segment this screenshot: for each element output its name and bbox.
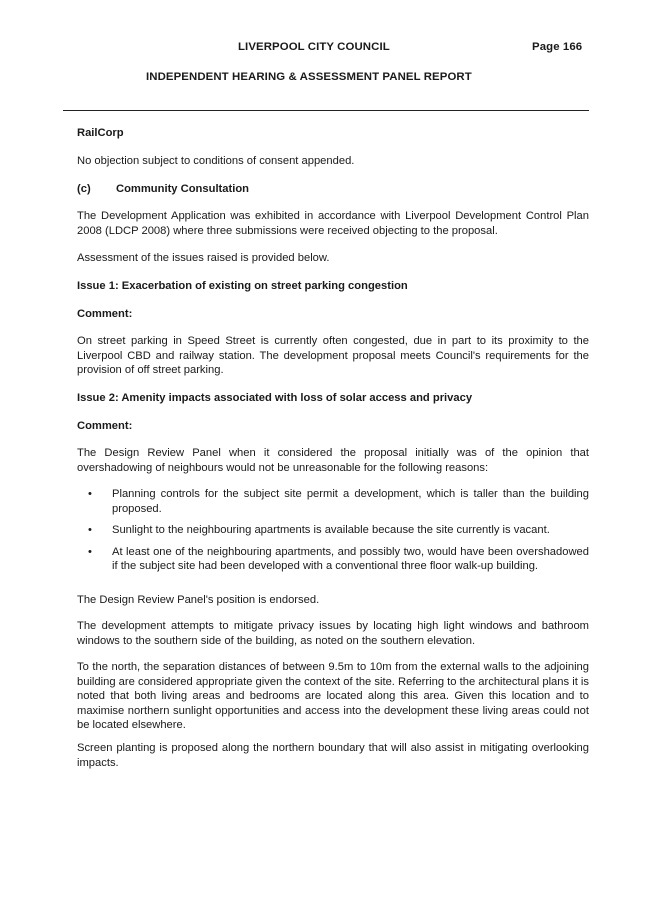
list-item-text: Planning controls for the subject site permit a development, which is taller than the building proposed. (112, 488, 589, 515)
railcorp-text: No objection subject to conditions of consent appended. (77, 155, 355, 167)
issue1-comment-label: Comment: (77, 308, 133, 320)
list-item (77, 523, 589, 538)
list-item (77, 487, 589, 516)
issue1-comment: On street parking in Speed Street is currently often congested, due in part to its proximity to the Liverpool CBD and railway station. The development proposal meets Council's requirements for the provision of off street parking. (77, 335, 589, 377)
issue1-heading: Issue 1: Exacerbation of existing on street parking congestion (77, 280, 408, 292)
list-item-text: At least one of the neighbouring apartments, and possibly two, would have been overshadowed if the subject site had been developed with a conventional three floor walk-up building. (112, 545, 589, 573)
report-title: INDEPENDENT HEARING & ASSESSMENT PANEL REPORT (146, 71, 472, 83)
list-item-text: Sunlight to the neighbouring apartments is available because the site currently is vacant. (112, 524, 550, 537)
assessment-intro: Assessment of the issues raised is provided below. (77, 252, 330, 264)
reasons-list (77, 487, 589, 574)
privacy-paragraph: The development attempts to mitigate privacy issues by locating high light windows and bathroom windows to the southern side of the building, as noted on the southern elevation. (77, 620, 589, 647)
section-label: (c) (77, 183, 91, 195)
north-paragraph: To the north, the separation distances of between 9.5m to 10m from the external walls to the adjoining building are considered appropriate given the context of the site. Referring to the architectural plans it is noted that both living areas and bedrooms are located along this area. Given this location and to maximise northern sunlight opportunities and access into the development these living areas could not be located elsewhere. (77, 661, 589, 732)
consultation-paragraph: The Development Application was exhibited in accordance with Liverpool Development Control Plan 2008 (LDCP 2008) where three submissions were received objecting to the proposal. (77, 210, 589, 237)
bullet: • (88, 545, 92, 558)
issue2-comment-label: Comment: (77, 420, 133, 432)
page-number: Page 166 (532, 41, 583, 53)
consultation-heading-row (77, 182, 589, 197)
bullet: • (88, 524, 92, 537)
issue2-heading: Issue 2: Amenity impacts associated with loss of solar access and privacy (77, 392, 473, 404)
council-name: LIVERPOOL CITY COUNCIL (238, 41, 390, 53)
header-divider (63, 110, 589, 111)
bullet: • (88, 488, 92, 500)
consultation-heading: Community Consultation (116, 183, 249, 195)
endorsed-statement: The Design Review Panel's position is endorsed. (77, 594, 320, 606)
list-item (77, 545, 589, 574)
screen-planting-paragraph: Screen planting is proposed along the northern boundary that will also assist in mitigating overlooking impacts. (77, 742, 589, 769)
railcorp-heading: RailCorp (77, 127, 124, 139)
issue2-intro: The Design Review Panel when it considered the proposal initially was of the opinion that overshadowing of neighbours would not be unreasonable for the following reasons: (77, 447, 589, 474)
